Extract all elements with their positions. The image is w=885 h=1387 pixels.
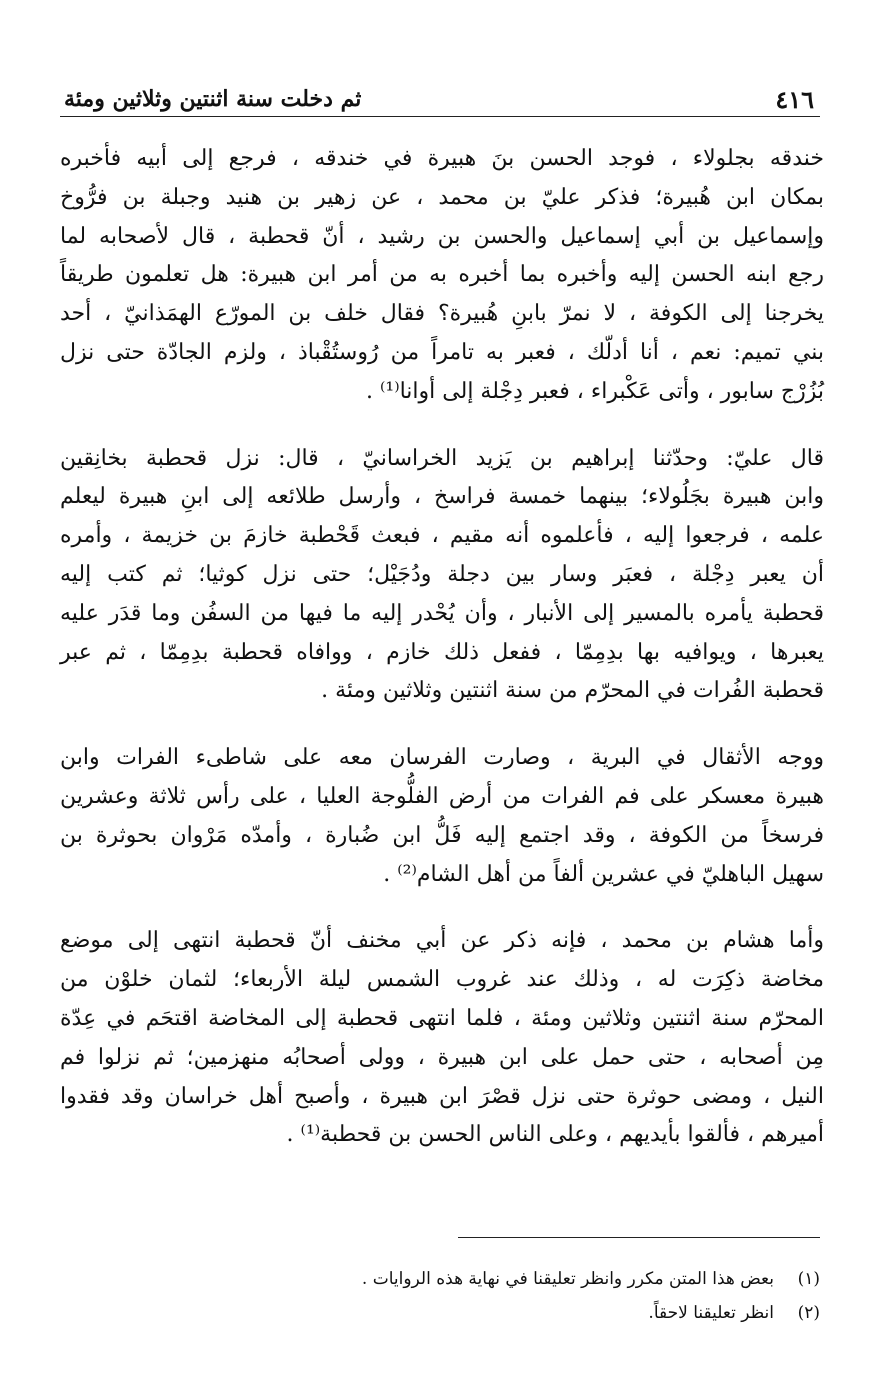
text-line: قحطبة يأمره بالمسير إلى الأنبار ، وأن يُحْدر إليه ما فيها من السفُن وما قدَر عليه — [60, 600, 824, 626]
paragraph — [60, 739, 824, 894]
footnotes — [60, 1262, 820, 1330]
text-line: المحرّم سنة اثنتين وثلاثين ومئة ، فلما انتهى قحطبة إلى المخاضة اقتحَم في عِدّة — [60, 1005, 824, 1031]
text-line: بمكان ابن هُبيرة؛ فذكر عليّ بن محمد ، عن زهير بن هنيد وجبلة بن فرُّوخ — [60, 184, 824, 210]
text-line: سهيل الباهليّ في عشرين ألفاً من أهل الشام⁽²⁾ . — [383, 861, 824, 887]
footnote — [60, 1262, 820, 1296]
text-line: وابن هبيرة بجَلُولاء؛ بينهما خمسة فراسخ ، وأرسل طلائعه إلى ابنِ هبيرة ليعلم — [60, 484, 824, 510]
text-line: وأما هشام بن محمد ، فإنه ذكر عن أبي مخنف أنّ قحطبة انتهى إلى موضع — [60, 928, 824, 954]
text-line: علمه ، فرجعوا إليه ، فأعلموه أنه مقيم ، فبعث قَحْطبة خازمَ بن خزيمة ، وأمره — [60, 523, 824, 549]
text-line: ووجه الأثقال في البرية ، وصارت الفرسان معه على شاطىء الفرات وابن — [60, 745, 824, 771]
footnote-text: انظر تعليقنا لاحقاً. — [648, 1303, 774, 1323]
footnote — [60, 1296, 820, 1330]
body-text — [60, 140, 824, 1183]
footnote-marker: (٢) — [797, 1303, 820, 1323]
text-line: أن يعبر دِجْلة ، فعبَر وسار بين دجلة ودُجَيْل؛ حتى نزل كوثيا؛ ثم كتب إليه — [60, 561, 824, 587]
footnote-marker: (١) — [797, 1269, 820, 1289]
text-line: وإسماعيل بن أبي إسماعيل والحسن بن رشيد ، أنّ قحطبة ، قال لأصحابه لما — [60, 223, 824, 249]
page-header — [60, 82, 820, 117]
text-line: يخرجنا إلى الكوفة ، لا نمرّ بابنِ هُبيرة؟ فقال خلف بن المورّع الهمَذانيّ ، أحد — [60, 301, 824, 327]
paragraph — [60, 140, 824, 412]
text-line: بُزُرْج سابور ، وأتى عَكْبراء ، فعبر دِجْلة إلى أوانا⁽¹⁾ . — [365, 378, 824, 404]
text-line: النيل ، ومضى حوثرة حتى نزل قصْرَ ابن هبيرة ، وأصبح أهل خراسان وقد فقدوا — [60, 1083, 824, 1109]
text-line: أميرهم ، فألقوا بأيديهم ، وعلى الناس الحسن بن قحطبة⁽¹⁾ . — [286, 1122, 824, 1148]
text-line: بني تميم: نعم ، أنا أدلّك ، فعبر به تامراً من رُوستُقْباذ ، ولزم الجادّة حتى نزل — [60, 339, 824, 365]
text-line: خندقه بجلولاء ، فوجد الحسن بنَ هبيرة في خندقه ، فرجع إلى أبيه فأخبره — [60, 146, 824, 171]
text-line: رجع ابنه الحسن إليه وأخبره بما أخبره به من أمر ابن هبيرة: هل تعلمون طريقاً — [60, 262, 824, 288]
paragraph — [60, 440, 824, 712]
text-line: قحطبة الفُرات في المحرّم من سنة اثنتين وثلاثين ومئة . — [321, 678, 824, 704]
text-line: مخاضة ذكِرَت له ، وذلك عند غروب الشمس ليلة الأربعاء؛ لثمان خلوْن من — [60, 967, 824, 993]
running-title: ثم دخلت سنة اثنتين وثلاثين ومئة — [64, 86, 362, 112]
page-number: ٤١٦ — [775, 84, 814, 114]
text-line: يعبرها ، ويوافيه بها بدِمِمّا ، ففعل ذلك خازم ، ووافاه قحطبة بدِمِمّا ، ثم عبر — [60, 639, 824, 665]
text-line: قال عليّ: وحدّثنا إبراهيم بن يَزيد الخراسانيّ ، قال: نزل قحطبة بخانِقين — [60, 445, 824, 471]
footnote-text: بعض هذا المتن مكرر وانظر تعليقنا في نهاية هذه الروايات . — [361, 1269, 774, 1289]
text-line: هبيرة معسكر على فم الفرات من أرض الفلُّوجة العليا ، على رأس ثلاثة وعشرين — [60, 783, 824, 809]
footnote-divider — [458, 1237, 820, 1238]
text-line: مِن أصحابه ، حتى حمل على ابن هبيرة ، وولى أصحابُه منهزمين؛ ثم نزلوا فم — [60, 1044, 824, 1070]
paragraph — [60, 922, 824, 1155]
text-line: فرسخاً من الكوفة ، وقد اجتمع إليه فَلُّ ابن ضُبارة ، وأمدّه مَرْوان بحوثرة بن — [60, 822, 825, 848]
